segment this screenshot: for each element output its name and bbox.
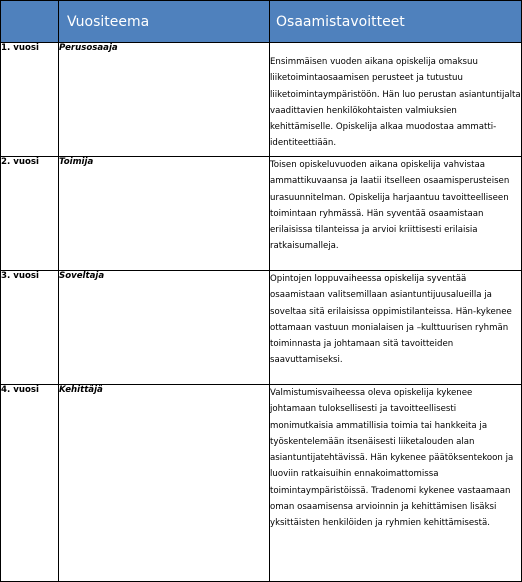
table-row	[1, 271, 522, 385]
table-row	[1, 157, 522, 271]
header-row	[1, 1, 522, 43]
header-year	[1, 1, 59, 43]
goals-cell: Opintojen loppuvaiheessa opiskelija syventää osaamistaan valitsemillaan asiantuntijuusalueilla ja soveltaa sitä erilaisissa oppimistilanteissa. Hän-kykenee ottamaan vastuun monialaisen ja –kulttuurisen ryhmän toiminnasta ja johtamaan sitä tavoitteiden saavuttamiseksi.	[270, 271, 522, 385]
header-goals: Osaamistavoitteet	[270, 1, 522, 43]
year-cell: 4. vuosi	[1, 385, 59, 582]
table-row	[1, 385, 522, 582]
year-cell: 3. vuosi	[1, 271, 59, 385]
table-row	[1, 43, 522, 157]
table-header	[1, 1, 522, 43]
theme-cell: Perusosaaja	[59, 43, 270, 157]
theme-cell: Soveltaja	[59, 271, 270, 385]
goals-cell: Ensimmäisen vuoden aikana opiskelija omaksuu liiketoimintaosaamisen perusteet ja tutustuu liiketoimintaympäristöön. Hän luo perustan asiantuntijalta vaadittavien henkilökohtaisten valmiuksien kehittämiselle. Opiskelija alkaa muodostaa ammatti-identiteettiään.	[270, 43, 522, 157]
table-body	[1, 43, 522, 582]
goals-cell: Toisen opiskeluvuoden aikana opiskelija vahvistaa ammattikuvaansa ja laatii itselleen osaamisperusteisen urasuunnitelman. Opiskelija harjaantuu tavoitteelliseen toimintaan ryhmässä. Hän syventää osaamistaan erilaisissa tilanteissa ja arvioi kriittisesti erilaisia ratkaisumalleja.	[270, 157, 522, 271]
goals-cell: Valmistumisvaiheessa oleva opiskelija kykenee johtamaan tuloksellisesti ja tavoitteellisesti monimutkaisia ammatillisia toimia tai hankkeita ja työskentelemään itsenäisesti liiketalouden alan asiantuntijatehtävissä. Hän kykenee päätöksentekoon ja luoviin ratkaisuihin ennakoimattomissa toimintaympäristöissä. Tradenomi kykenee vastaamaan oman osaamisensa arvioinnin ja kehittämisen lisäksi yksittäisten henkilöiden ja ryhmien kehittämisestä.	[270, 385, 522, 582]
theme-cell: Kehittäjä	[59, 385, 270, 582]
header-theme: Vuositeema	[59, 1, 270, 43]
year-cell: 1. vuosi	[1, 43, 59, 157]
theme-cell: Toimija	[59, 157, 270, 271]
year-cell: 2. vuosi	[1, 157, 59, 271]
